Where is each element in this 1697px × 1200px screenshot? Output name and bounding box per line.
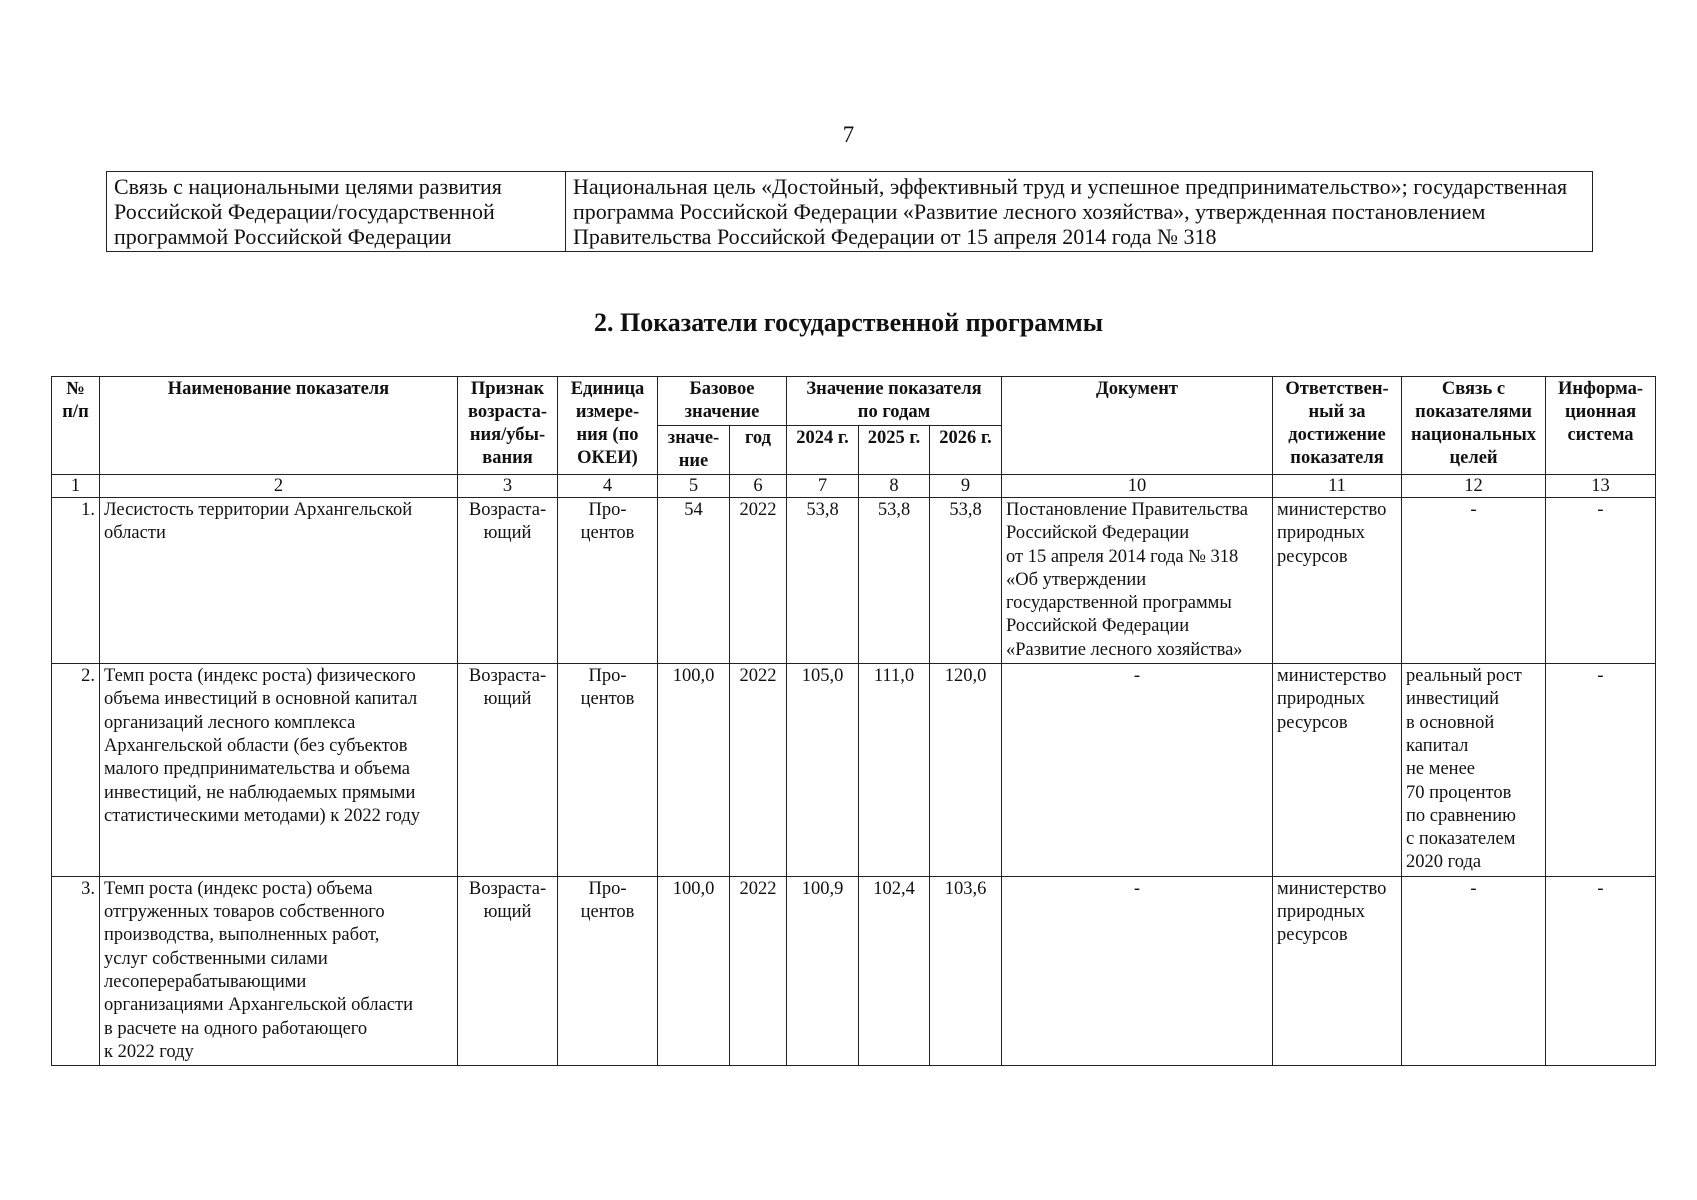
header-row xyxy=(52,377,1656,426)
row-doc: Постановление Правительства Российской Федерации от 15 апреля 2014 года № 318 «Об утверждении государственной программы Российской Федерации «Развитие лесного хозяйства» xyxy=(1002,498,1273,664)
column-numbers-row xyxy=(52,475,1656,498)
row-sign: Возраста- ющий xyxy=(458,664,558,877)
row-unit: Про- центов xyxy=(558,498,658,664)
row-base-year: 2022 xyxy=(730,664,787,877)
column-number: 13 xyxy=(1546,475,1656,498)
row-link: - xyxy=(1402,498,1546,664)
row-base-value: 54 xyxy=(658,498,730,664)
row-value-2026: 120,0 xyxy=(930,664,1002,877)
row-link: реальный рост инвестиций в основной капитал не менее 70 процентов по сравнению с показателем 2020 года xyxy=(1402,664,1546,877)
column-number: 11 xyxy=(1273,475,1402,498)
page-number: 7 xyxy=(842,122,855,147)
column-number: 1 xyxy=(52,475,100,498)
column-number: 8 xyxy=(859,475,930,498)
national-goals-link-label: Связь с национальными целями развития Российской Федерации/государственной программой Российской Федерации xyxy=(107,172,566,252)
row-num: 2. xyxy=(52,664,100,877)
column-number: 9 xyxy=(930,475,1002,498)
row-name: Лесистость территории Архангельской области xyxy=(100,498,458,664)
header-2024: 2024 г. xyxy=(787,426,859,475)
row-value-2026: 53,8 xyxy=(930,498,1002,664)
header-resp: Ответствен- ный за достижение показателя xyxy=(1273,377,1402,475)
column-number: 3 xyxy=(458,475,558,498)
indicators-table xyxy=(51,376,1656,1066)
row-resp: министерство природных ресурсов xyxy=(1273,664,1402,877)
row-value-2024: 53,8 xyxy=(787,498,859,664)
header-base-value: значе- ние xyxy=(658,426,730,475)
row-doc: - xyxy=(1002,664,1273,877)
national-goals-link-value: Национальная цель «Достойный, эффективный труд и успешное предпринимательство»; государственная программа Российской Федерации «Развитие лесного хозяйства», утвержденная постановлением Правительства Российской Федерации от 15 апреля 2014 года № 318 xyxy=(566,172,1593,252)
header-info: Информа- ционная система xyxy=(1546,377,1656,475)
header-num: № п/п xyxy=(52,377,100,475)
section-title: 2. Показатели государственной программы xyxy=(593,308,1104,337)
row-unit: Про- центов xyxy=(558,664,658,877)
table-row xyxy=(52,664,1656,877)
row-link: - xyxy=(1402,876,1546,1065)
row-base-value: 100,0 xyxy=(658,664,730,877)
row-info: - xyxy=(1546,664,1656,877)
national-goals-link-row xyxy=(107,172,1593,252)
row-value-2024: 105,0 xyxy=(787,664,859,877)
row-num: 1. xyxy=(52,498,100,664)
row-num: 3. xyxy=(52,876,100,1065)
row-sign: Возраста- ющий xyxy=(458,498,558,664)
row-value-2024: 100,9 xyxy=(787,876,859,1065)
row-value-2025: 102,4 xyxy=(859,876,930,1065)
column-number: 12 xyxy=(1402,475,1546,498)
header-2025: 2025 г. xyxy=(859,426,930,475)
header-name: Наименование показателя xyxy=(100,377,458,475)
row-unit: Про- центов xyxy=(558,876,658,1065)
row-name: Темп роста (индекс роста) физического объема инвестиций в основной капитал организаций лесного комплекса Архангельской области (без субъектов малого предпринимательства и объема инвестиций, не наблюдаемых прямыми статистическими методами) к 2022 году xyxy=(100,664,458,877)
header-2026: 2026 г. xyxy=(930,426,1002,475)
column-number: 5 xyxy=(658,475,730,498)
table-row xyxy=(52,876,1656,1065)
row-base-year: 2022 xyxy=(730,498,787,664)
table-row xyxy=(52,498,1656,664)
column-number: 2 xyxy=(100,475,458,498)
header-unit: Единица измере- ния (по ОКЕИ) xyxy=(558,377,658,475)
row-value-2026: 103,6 xyxy=(930,876,1002,1065)
row-base-year: 2022 xyxy=(730,876,787,1065)
row-base-value: 100,0 xyxy=(658,876,730,1065)
row-info: - xyxy=(1546,498,1656,664)
row-name: Темп роста (индекс роста) объема отгруженных товаров собственного производства, выполненных работ, услуг собственными силами лесоперерабатывающими организациями Архангельской области в расчете на одного работающего к 2022 году xyxy=(100,876,458,1065)
row-doc: - xyxy=(1002,876,1273,1065)
header-base-year: год xyxy=(730,426,787,475)
header-base: Базовое значение xyxy=(658,377,787,426)
row-sign: Возраста- ющий xyxy=(458,876,558,1065)
national-goals-link-table xyxy=(106,171,1593,252)
row-resp: министерство природных ресурсов xyxy=(1273,876,1402,1065)
column-number: 6 xyxy=(730,475,787,498)
column-number: 4 xyxy=(558,475,658,498)
header-doc: Документ xyxy=(1002,377,1273,475)
header-sign: Признак возраста- ния/убы- вания xyxy=(458,377,558,475)
header-values: Значение показателя по годам xyxy=(787,377,1002,426)
row-resp: министерство природных ресурсов xyxy=(1273,498,1402,664)
row-value-2025: 53,8 xyxy=(859,498,930,664)
row-value-2025: 111,0 xyxy=(859,664,930,877)
row-info: - xyxy=(1546,876,1656,1065)
header-link: Связь с показателями национальных целей xyxy=(1402,377,1546,475)
column-number: 7 xyxy=(787,475,859,498)
column-number: 10 xyxy=(1002,475,1273,498)
